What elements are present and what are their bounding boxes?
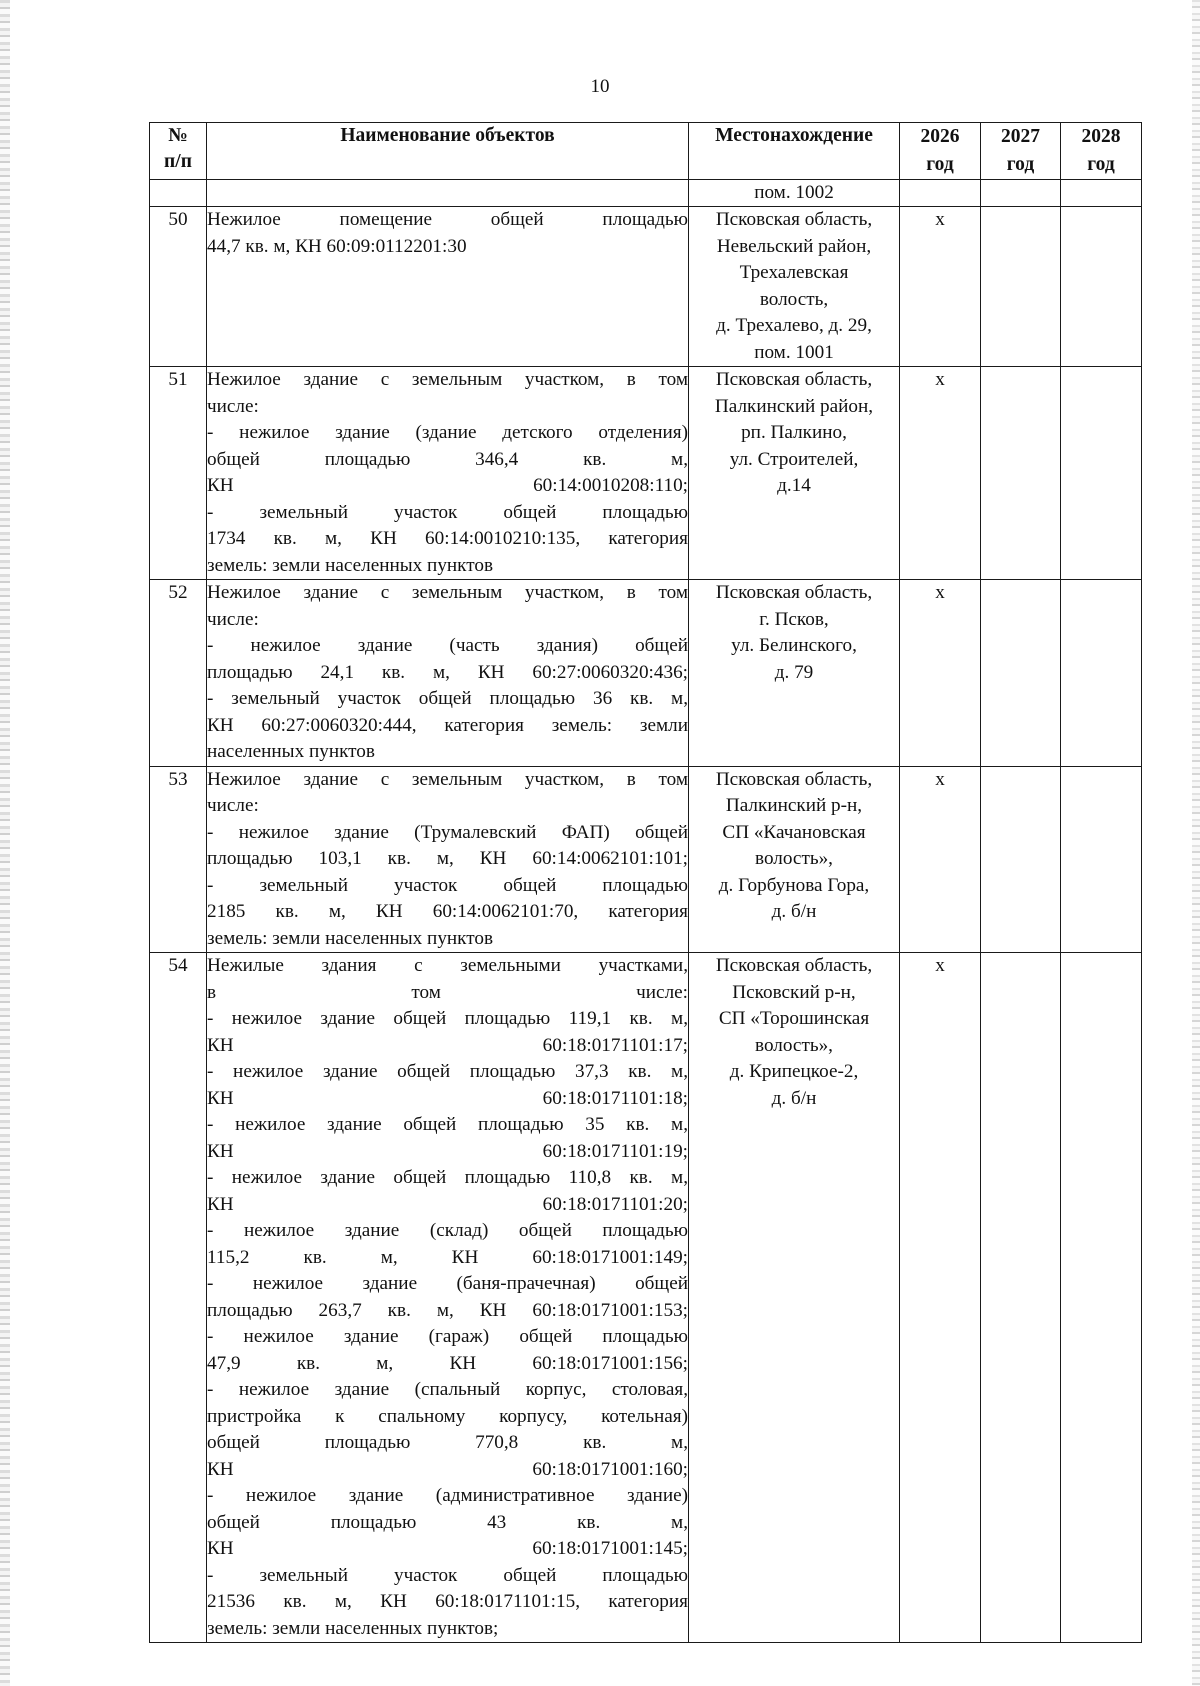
header-location: Местонахождение: [689, 123, 900, 180]
location-line: д. Трехалево, д. 29,: [716, 315, 872, 336]
scan-edge-right: [1192, 0, 1200, 1686]
object-name-line: площадью 263,7 кв. м, КН 60:18:0171001:153;: [207, 1299, 688, 1321]
table-row: [150, 766, 1142, 953]
object-name-line: КН 60:18:0171101:18;: [207, 1087, 688, 1109]
object-name-line: земель: земли населенных пунктов;: [207, 1617, 499, 1639]
header-year-unit: год: [926, 154, 954, 175]
row-number: 51: [150, 367, 207, 580]
object-name-line: - земельный участок общей площадью: [207, 501, 688, 523]
object-name-line: Нежилое помещение общей площадью: [207, 209, 688, 230]
object-name-line: числе:: [207, 395, 259, 417]
object-name-line: 44,7 кв. м, КН 60:09:0112201:30: [207, 235, 467, 257]
object-name-line: - земельный участок общей площадью: [207, 1564, 688, 1586]
object-name-line: - нежилое здание общей площадью 37,3 кв. м,: [207, 1061, 688, 1082]
year-mark-cell: [981, 766, 1061, 953]
location-line: Псковская область,: [715, 582, 873, 603]
header-year-value: 2027: [1001, 126, 1040, 147]
table-row: [150, 367, 1142, 580]
object-name-line: - нежилое здание (спальный корпус, столовая,: [207, 1379, 688, 1400]
object-name-line: КН 60:18:0171001:160;: [207, 1458, 688, 1480]
table-row: [150, 953, 1142, 1643]
continuation-row: [150, 180, 1142, 207]
location-line: Псковский р-н,: [732, 981, 856, 1003]
object-name-line: 47,9 кв. м, КН 60:18:0171001:156;: [207, 1352, 688, 1374]
year-mark-cell: [1061, 953, 1142, 1643]
registry-table: [149, 122, 1142, 1643]
location-line: СП «Торошинская: [718, 1008, 870, 1029]
header-year-2026: [900, 123, 981, 180]
object-name-line: земель: земли населенных пунктов: [207, 554, 494, 576]
object-name-line: - нежилое здание (баня-прачечная) общей: [207, 1273, 688, 1294]
object-name-line: общей площадью 43 кв. м,: [207, 1511, 688, 1533]
object-name-line: населенных пунктов: [207, 741, 375, 762]
object-name-line: площадью 103,1 кв. м, КН 60:14:0062101:101;: [207, 848, 688, 869]
location-line: д. Горбунова Гора,: [718, 874, 870, 896]
year-mark-cell: х: [900, 766, 981, 953]
continuation-location-cell: пом. 1002: [689, 180, 900, 207]
location-line: Псковская область,: [715, 955, 873, 976]
location-line: волость»,: [755, 1034, 833, 1056]
object-name-line: - нежилое здание (Трумалевский ФАП) общей: [207, 821, 688, 843]
object-name-line: КН 60:14:0010208:110;: [207, 475, 688, 496]
page-number: 10: [590, 76, 610, 97]
location-line: Палкинский р-н,: [725, 795, 863, 816]
year-mark-cell: [1061, 580, 1142, 767]
object-name-line: 1734 кв. м, КН 60:14:0010210:135, категория: [207, 528, 688, 549]
object-name-cell: [207, 580, 689, 767]
location-cell: [689, 367, 900, 580]
location-line: д. б/н: [771, 1087, 817, 1109]
continuation-name-cell: [207, 180, 689, 207]
continuation-num-cell: [150, 180, 207, 207]
location-line: д. 79: [774, 661, 814, 683]
object-name-line: площадью 24,1 кв. м, КН 60:27:0060320:436;: [207, 661, 688, 683]
object-name-cell: [207, 766, 689, 953]
year-mark-cell: х: [900, 367, 981, 580]
object-name-line: КН 60:18:0171101:19;: [207, 1140, 688, 1162]
location-line: волость,: [759, 288, 829, 310]
object-name-line: - нежилое здание (гараж) общей площадью: [207, 1326, 688, 1347]
object-name-line: числе:: [207, 795, 259, 816]
object-name-line: - земельный участок общей площадью: [207, 874, 688, 896]
location-line: волость»,: [755, 848, 833, 869]
table-row: [150, 580, 1142, 767]
object-name-line: - нежилое здание (административное здание): [207, 1485, 688, 1506]
continuation-year-cell: [900, 180, 981, 207]
location-line: г. Псков,: [759, 608, 829, 630]
object-name-line: 115,2 кв. м, КН 60:18:0171001:149;: [207, 1246, 688, 1268]
object-name-line: - земельный участок общей площадью 36 кв. м,: [207, 688, 688, 709]
location-line: Палкинский район,: [714, 395, 874, 417]
object-name-cell: [207, 367, 689, 580]
location-line: д. б/н: [771, 901, 817, 922]
location-line: д. Крипецкое-2,: [729, 1061, 859, 1082]
location-line: СП «Качановская: [722, 821, 866, 843]
location-line: пом. 1001: [754, 341, 834, 363]
object-name-line: Нежилое здание с земельным участком, в том: [207, 369, 688, 390]
location-line: Трехалевская: [739, 262, 849, 283]
year-mark-cell: [981, 953, 1061, 1643]
location-line: д.14: [777, 475, 811, 496]
object-name-cell: [207, 953, 689, 1643]
object-name-line: - нежилое здание общей площадью 35 кв. м,: [207, 1114, 688, 1135]
year-mark-cell: х: [900, 953, 981, 1643]
location-line: Псковская область,: [715, 369, 873, 390]
object-name-line: КН 60:18:0171101:17;: [207, 1034, 688, 1056]
year-mark-cell: [981, 207, 1061, 367]
location-line: рп. Палкино,: [741, 422, 847, 443]
year-mark-cell: [1061, 207, 1142, 367]
header-year-value: 2028: [1081, 126, 1121, 147]
object-name-line: числе:: [207, 608, 259, 630]
header-num-line: п/п: [164, 151, 192, 172]
object-name-line: - нежилое здание (склад) общей площадью: [207, 1220, 688, 1241]
table-row: [150, 207, 1142, 367]
continuation-year-cell: [1061, 180, 1142, 207]
header-year-unit: год: [1006, 154, 1035, 175]
object-name-line: - нежилое здание (здание детского отделения): [207, 422, 688, 443]
object-name-line: - нежилое здание общей площадью 119,1 кв. м,: [207, 1008, 688, 1029]
object-name-line: пристройка к спальному корпусу, котельная): [207, 1405, 688, 1427]
row-number: 53: [150, 766, 207, 953]
object-name-line: в том числе:: [207, 981, 688, 1003]
row-number: 50: [150, 207, 207, 367]
object-name-line: 2185 кв. м, КН 60:14:0062101:70, категория: [207, 901, 688, 922]
year-mark-cell: х: [900, 580, 981, 767]
year-mark-cell: [1061, 367, 1142, 580]
object-name-line: КН 60:18:0171001:145;: [207, 1538, 688, 1559]
object-name-line: Нежилое здание с земельным участком, в том: [207, 582, 688, 603]
continuation-year-cell: [981, 180, 1061, 207]
object-name-line: 21536 кв. м, КН 60:18:0171101:15, категория: [207, 1591, 688, 1612]
row-number: 54: [150, 953, 207, 1643]
header-year-2028: [1061, 123, 1142, 180]
scan-edge-left: [0, 0, 10, 1686]
location-line: ул. Белинского,: [731, 635, 857, 656]
header-num: [150, 123, 207, 180]
location-line: ул. Строителей,: [729, 448, 859, 470]
year-mark-cell: [981, 367, 1061, 580]
row-number: 52: [150, 580, 207, 767]
header-row: [150, 123, 1142, 180]
object-name-line: - нежилое здание (часть здания) общей: [207, 635, 688, 656]
object-name-line: - нежилое здание общей площадью 110,8 кв. м,: [207, 1167, 688, 1188]
year-mark-cell: [981, 580, 1061, 767]
header-num-line: №: [168, 125, 188, 146]
header-year-2027: [981, 123, 1061, 180]
object-name-line: КН 60:27:0060320:444, категория земель: земли: [207, 714, 688, 736]
object-name-cell: [207, 207, 689, 367]
object-name-line: земель: земли населенных пунктов: [207, 927, 494, 949]
location-line: Псковская область,: [715, 209, 873, 230]
location-cell: [689, 766, 900, 953]
object-name-line: Нежилые здания с земельными участками,: [207, 955, 688, 976]
header-year-value: 2026: [920, 126, 960, 147]
location-cell: [689, 953, 900, 1643]
object-name-line: Нежилое здание с земельным участком, в том: [207, 768, 688, 790]
year-mark-cell: [1061, 766, 1142, 953]
location-line: Псковская область,: [715, 768, 873, 790]
location-cell: [689, 580, 900, 767]
object-name-line: КН 60:18:0171101:20;: [207, 1193, 688, 1215]
object-name-line: общей площадью 770,8 кв. м,: [207, 1432, 688, 1453]
header-year-unit: год: [1087, 154, 1115, 175]
year-mark-cell: х: [900, 207, 981, 367]
header-name: Наименование объектов: [207, 123, 689, 180]
object-name-line: общей площадью 346,4 кв. м,: [207, 448, 688, 470]
location-cell: [689, 207, 900, 367]
location-line: Невельский район,: [716, 235, 872, 257]
